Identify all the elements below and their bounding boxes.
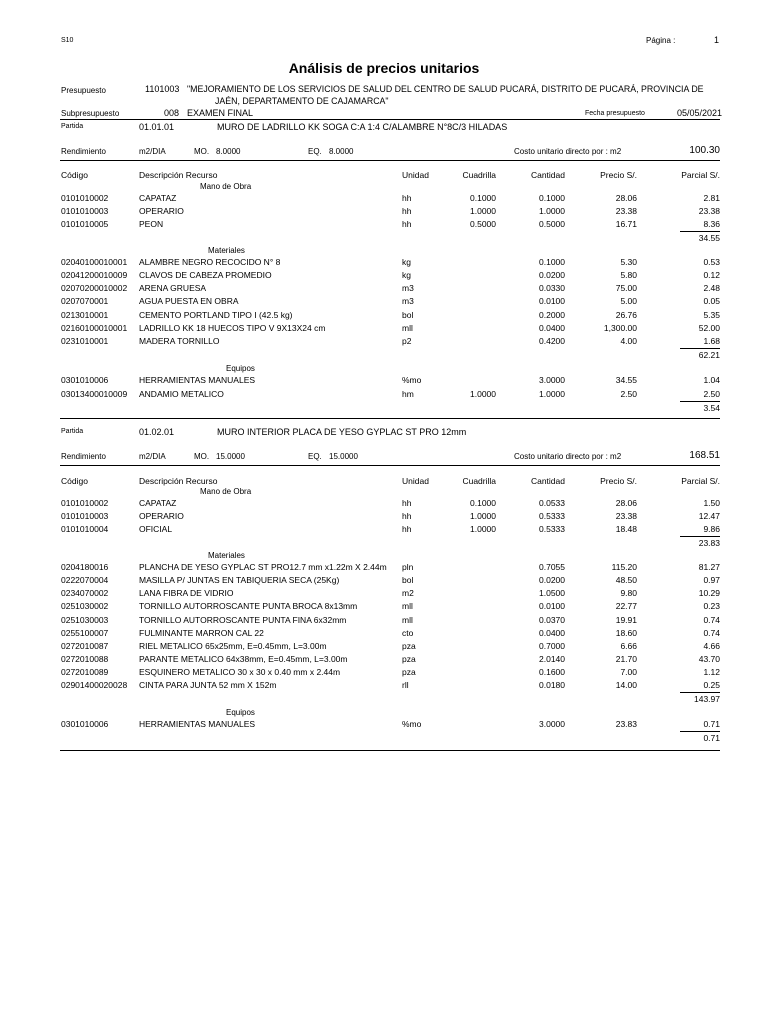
- table-row: 0213010001 CEMENTO PORTLAND TIPO I (42.5 kg) bol 0.2000 26.76 5.35: [61, 310, 720, 320]
- table-row: 0204180016 PLANCHA DE YESO GYPLAC ST PRO12.7 mm x1.22m X 2.44m pln 0.7055 115.20 81.27: [61, 562, 720, 572]
- table-row: 0272010087 RIEL METALICO 65x25mm, E=0.45mm, L=3.00m pza 0.7000 6.66 4.66: [61, 641, 720, 651]
- rendimiento-unit: m2/DIA: [139, 452, 166, 461]
- col-parc: Parcial S/.: [681, 170, 720, 180]
- section-subtotal: 3.54: [703, 403, 720, 413]
- fecha-label: Fecha presupuesto: [585, 110, 645, 117]
- costo-label: Costo unitario directo por : m2: [514, 147, 622, 156]
- eq-label: EQ.: [308, 147, 322, 156]
- mo-value: 15.0000: [216, 452, 245, 461]
- col-prec: Precio S/.: [600, 170, 637, 180]
- presupuesto-code: 1101003: [145, 84, 180, 94]
- costo-value: 100.30: [689, 145, 720, 156]
- col-cuad: Cuadrilla: [462, 170, 496, 180]
- partida-separator: [60, 418, 720, 419]
- rendimiento-label: Rendimiento: [61, 452, 106, 461]
- section-title: Equipos: [226, 708, 255, 717]
- column-header-row: [0, 170, 768, 182]
- subtotal-rule: [680, 348, 720, 349]
- partida-label: Partida: [61, 428, 84, 435]
- table-row: 0101010003 OPERARIO hh 1.0000 1.0000 23.38 23.38: [61, 206, 720, 216]
- column-header-row: [0, 476, 768, 488]
- col-desc: Descripción Recurso: [139, 476, 218, 486]
- subpresupuesto-code: 008: [164, 108, 180, 118]
- fecha-value: 05/05/2021: [677, 108, 723, 118]
- col-unit: Unidad: [402, 170, 429, 180]
- table-row: 02070200010002 ARENA GRUESA m3 0.0330 75.00 2.48: [61, 283, 720, 293]
- presupuesto-name-line1: "MEJORAMIENTO DE LOS SERVICIOS DE SALUD DEL CENTRO DE SALUD PUCARÁ, DISTRITO DE PUCARÁ, PROVINCIA DE: [187, 84, 704, 94]
- col-desc: Descripción Recurso: [139, 170, 218, 180]
- col-cuad: Cuadrilla: [462, 476, 496, 486]
- table-row: 0255100007 FULMINANTE MARRON CAL 22 cto 0.0400 18.60 0.74: [61, 628, 720, 638]
- partida-rule: [60, 465, 720, 466]
- subtotal-rule: [680, 401, 720, 402]
- mo-value: 8.0000: [216, 147, 241, 156]
- partida-code: 01.02.01: [139, 427, 175, 437]
- presupuesto-label: Presupuesto: [61, 86, 106, 95]
- eq-value: 15.0000: [329, 452, 358, 461]
- eq-value: 8.0000: [329, 147, 354, 156]
- partida-name: MURO INTERIOR PLACA DE YESO GYPLAC ST PRO 12mm: [217, 427, 467, 437]
- col-cant: Cantidad: [530, 170, 565, 180]
- page-title: Análisis de precios unitarios: [288, 60, 480, 76]
- table-row: 0207070001 AGUA PUESTA EN OBRA m3 0.0100 5.00 0.05: [61, 296, 720, 306]
- subtotal-rule: [680, 731, 720, 732]
- section-title: Materiales: [208, 551, 245, 560]
- table-row: 0301010006 HERRAMIENTAS MANUALES %mo 3.0000 34.55 1.04: [61, 375, 720, 385]
- table-row: 0251030002 TORNILLO AUTORROSCANTE PUNTA BROCA 8x13mm mll 0.0100 22.77 0.23: [61, 601, 720, 611]
- table-row: 0272010089 ESQUINERO METALICO 30 x 30 x 0.40 mm x 2.44m pza 0.1600 7.00 1.12: [61, 667, 720, 677]
- table-row: 0301010006 HERRAMIENTAS MANUALES %mo 3.0000 23.83 0.71: [61, 719, 720, 729]
- section-title: Mano de Obra: [200, 487, 252, 496]
- section-subtotal: 143.97: [694, 694, 720, 704]
- header-rule: [60, 119, 720, 120]
- partida-code: 01.01.01: [139, 122, 175, 132]
- subpresupuesto-name: EXAMEN FINAL: [187, 108, 254, 118]
- mo-label: MO.: [194, 147, 210, 156]
- page-number: 1: [714, 35, 720, 45]
- table-row: 0234070002 LANA FIBRA DE VIDRIO m2 1.0500 9.80 10.29: [61, 588, 720, 598]
- col-cant: Cantidad: [530, 476, 565, 486]
- table-row: 02040100010001 ALAMBRE NEGRO RECOCIDO N° 8 kg 0.1000 5.30 0.53: [61, 257, 720, 267]
- eq-label: EQ.: [308, 452, 322, 461]
- table-row: 02041200010009 CLAVOS DE CABEZA PROMEDIO kg 0.0200 5.80 0.12: [61, 270, 720, 280]
- section-subtotal: 62.21: [698, 350, 720, 360]
- table-row: 02901400020028 CINTA PARA JUNTA 52 mm X 152m rll 0.0180 14.00 0.25: [61, 680, 720, 690]
- section-title: Materiales: [208, 246, 245, 255]
- partida-name: MURO DE LADRILLO KK SOGA C:A 1:4 C/ALAMBRE N°8C/3 HILADAS: [217, 122, 508, 132]
- presupuesto-name-line2: JAÉN, DEPARTAMENTO DE CAJAMARCA": [215, 96, 389, 106]
- table-row: 0101010005 PEON hh 0.5000 0.5000 16.71 8.36: [61, 219, 720, 229]
- rendimiento-label: Rendimiento: [61, 147, 106, 156]
- subtotal-rule: [680, 536, 720, 537]
- table-row: 0272010088 PARANTE METALICO 64x38mm, E=0.45mm, L=3.00m pza 2.0140 21.70 43.70: [61, 654, 720, 664]
- table-row: 0231010001 MADERA TORNILLO p2 0.4200 4.00 1.68: [61, 336, 720, 346]
- subtotal-rule: [680, 692, 720, 693]
- table-row: 0222070004 MASILLA P/ JUNTAS EN TABIQUERIA SECA (25Kg) bol 0.0200 48.50 0.97: [61, 575, 720, 585]
- costo-label: Costo unitario directo por : m2: [514, 452, 622, 461]
- col-unit: Unidad: [402, 476, 429, 486]
- col-code: Código: [61, 170, 88, 180]
- table-row: 02160100010001 LADRILLO KK 18 HUECOS TIPO V 9X13X24 cm mll 0.0400 1,300.00 52.00: [61, 323, 720, 333]
- table-row: 0101010003 OPERARIO hh 1.0000 0.5333 23.38 12.47: [61, 511, 720, 521]
- partida-label: Partida: [61, 123, 84, 130]
- section-subtotal: 0.71: [703, 733, 720, 743]
- partida-separator: [60, 750, 720, 751]
- subtotal-rule: [680, 231, 720, 232]
- table-row: 0251030003 TORNILLO AUTORROSCANTE PUNTA FINA 6x32mm mll 0.0370 19.91 0.74: [61, 615, 720, 625]
- section-subtotal: 23.83: [698, 538, 720, 548]
- mo-label: MO.: [194, 452, 210, 461]
- table-row: 03013400010009 ANDAMIO METALICO hm 1.0000 1.0000 2.50 2.50: [61, 389, 720, 399]
- partida-rule: [60, 160, 720, 161]
- col-parc: Parcial S/.: [681, 476, 720, 486]
- rendimiento-unit: m2/DIA: [139, 147, 166, 156]
- subpresupuesto-label: Subpresupuesto: [61, 109, 120, 118]
- page-label: Página :: [646, 36, 676, 45]
- section-subtotal: 34.55: [698, 233, 720, 243]
- table-row: 0101010002 CAPATAZ hh 0.1000 0.0533 28.06 1.50: [61, 498, 720, 508]
- section-title: Mano de Obra: [200, 182, 252, 191]
- section-title: Equipos: [226, 364, 255, 373]
- col-prec: Precio S/.: [600, 476, 637, 486]
- costo-value: 168.51: [689, 450, 720, 461]
- table-row: 0101010002 CAPATAZ hh 0.1000 0.1000 28.06 2.81: [61, 193, 720, 203]
- col-code: Código: [61, 476, 88, 486]
- table-row: 0101010004 OFICIAL hh 1.0000 0.5333 18.48 9.86: [61, 524, 720, 534]
- system-code: S10: [61, 37, 74, 44]
